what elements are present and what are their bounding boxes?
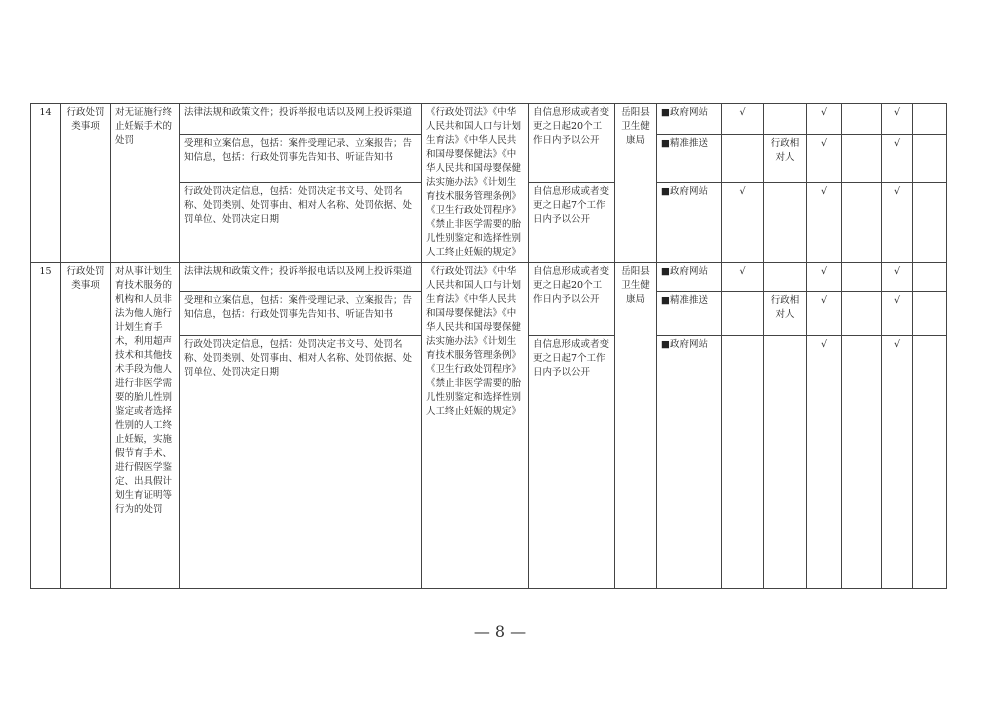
channel-gov-site: ■政府网站 [657,263,722,292]
disclosure-subject: 岳阳县卫生健康局 [615,104,657,263]
time-limit: 自信息形成或者变更之日起20个工作日内予以公开 [529,104,615,183]
disclosure-content: 法律法规和政策文件；投诉举报电话以及网上投诉渠道 [180,263,422,292]
check-mark: √ [722,263,764,292]
time-limit: 自信息形成或者变更之日起7个工作日内予以公开 [529,336,615,589]
check-mark: √ [807,263,842,292]
check-mark: √ [807,182,842,262]
table-row [31,104,947,135]
check-mark: √ [807,336,842,589]
check-mark: √ [882,263,913,292]
check-mark: √ [807,104,842,135]
check-mark: √ [882,292,913,336]
disclosure-table [30,103,947,589]
channel-gov-site: ■政府网站 [657,104,722,135]
row-number: 14 [31,104,61,263]
legal-basis: 《行政处罚法》《中华人民共和国人口与计划生育法》《中华人民共和国母婴保健法》《中华人民共和国母婴保健法实施办法》《计划生育技术服务管理条例》《卫生行政处罚程序》《禁止非医学需要的胎儿性别鉴定和选择性别人工终止妊娠的规定》 [422,263,529,589]
item-name: 对无证施行终止妊娠手术的处罚 [111,104,180,263]
empty-cell [722,336,764,589]
table-row [31,263,947,292]
page-number: — 8 — [473,622,527,641]
time-limit: 自信息形成或者变更之日起20个工作日内予以公开 [529,263,615,336]
legal-basis: 《行政处罚法》《中华人民共和国人口与计划生育法》《中华人民共和国母婴保健法》《中华人民共和国母婴保健法实施办法》《计划生育技术服务管理条例》《卫生行政处罚程序》《禁止非医学需要的胎儿性别鉴定和选择性别人工终止妊娠的规定》 [422,104,529,263]
row-number: 15 [31,263,61,589]
disclosure-content: 行政处罚决定信息，包括：处罚决定书文号、处罚名称、处罚类别、处罚事由、相对人名称、处罚依据、处罚单位、处罚决定日期 [180,182,422,262]
time-limit: 自信息形成或者变更之日起7个工作日内予以公开 [529,182,615,262]
scope-specific: 行政相对人 [764,135,807,183]
disclosure-content: 受理和立案信息，包括：案件受理记录、立案报告；告知信息，包括：行政处罚事先告知书、听证告知书 [180,135,422,183]
disclosure-content: 法律法规和政策文件；投诉举报电话以及网上投诉渠道 [180,104,422,135]
check-mark: √ [882,104,913,135]
empty-cell [764,263,807,292]
item-type: 行政处罚类事项 [61,104,111,263]
check-mark: √ [807,292,842,336]
empty-cell [842,292,882,336]
empty-cell [842,263,882,292]
empty-cell [913,263,947,292]
check-mark: √ [882,336,913,589]
item-name: 对从事计划生育技术服务的机构和人员非法为他人施行计划生育手术，利用超声技术和其他技术手段为他人进行非医学需要的胎儿性别鉴定或者选择性别的人工终止妊娠，实施假节育手术、进行假医学鉴定、出具假计划生育证明等行为的处罚 [111,263,180,589]
empty-cell [842,336,882,589]
empty-cell [842,135,882,183]
empty-cell [722,292,764,336]
channel-gov-site: ■政府网站 [657,336,722,589]
empty-cell [764,182,807,262]
check-mark: √ [882,182,913,262]
empty-cell [913,135,947,183]
item-type: 行政处罚类事项 [61,263,111,589]
disclosure-subject: 岳阳县卫生健康局 [615,263,657,589]
check-mark: √ [722,104,764,135]
check-mark: √ [807,135,842,183]
empty-cell [913,104,947,135]
disclosure-content: 受理和立案信息，包括：案件受理记录、立案报告；告知信息，包括：行政处罚事先告知书、听证告知书 [180,292,422,336]
empty-cell [913,292,947,336]
empty-cell [913,182,947,262]
empty-cell [842,182,882,262]
channel-push: ■精准推送 [657,292,722,336]
empty-cell [764,336,807,589]
disclosure-content: 行政处罚决定信息，包括：处罚决定书文号、处罚名称、处罚类别、处罚事由、相对人名称、处罚依据、处罚单位、处罚决定日期 [180,336,422,589]
empty-cell [842,104,882,135]
channel-push: ■精准推送 [657,135,722,183]
channel-gov-site: ■政府网站 [657,182,722,262]
scope-specific: 行政相对人 [764,292,807,336]
check-mark: √ [722,182,764,262]
empty-cell [764,104,807,135]
empty-cell [913,336,947,589]
check-mark: √ [882,135,913,183]
empty-cell [722,135,764,183]
